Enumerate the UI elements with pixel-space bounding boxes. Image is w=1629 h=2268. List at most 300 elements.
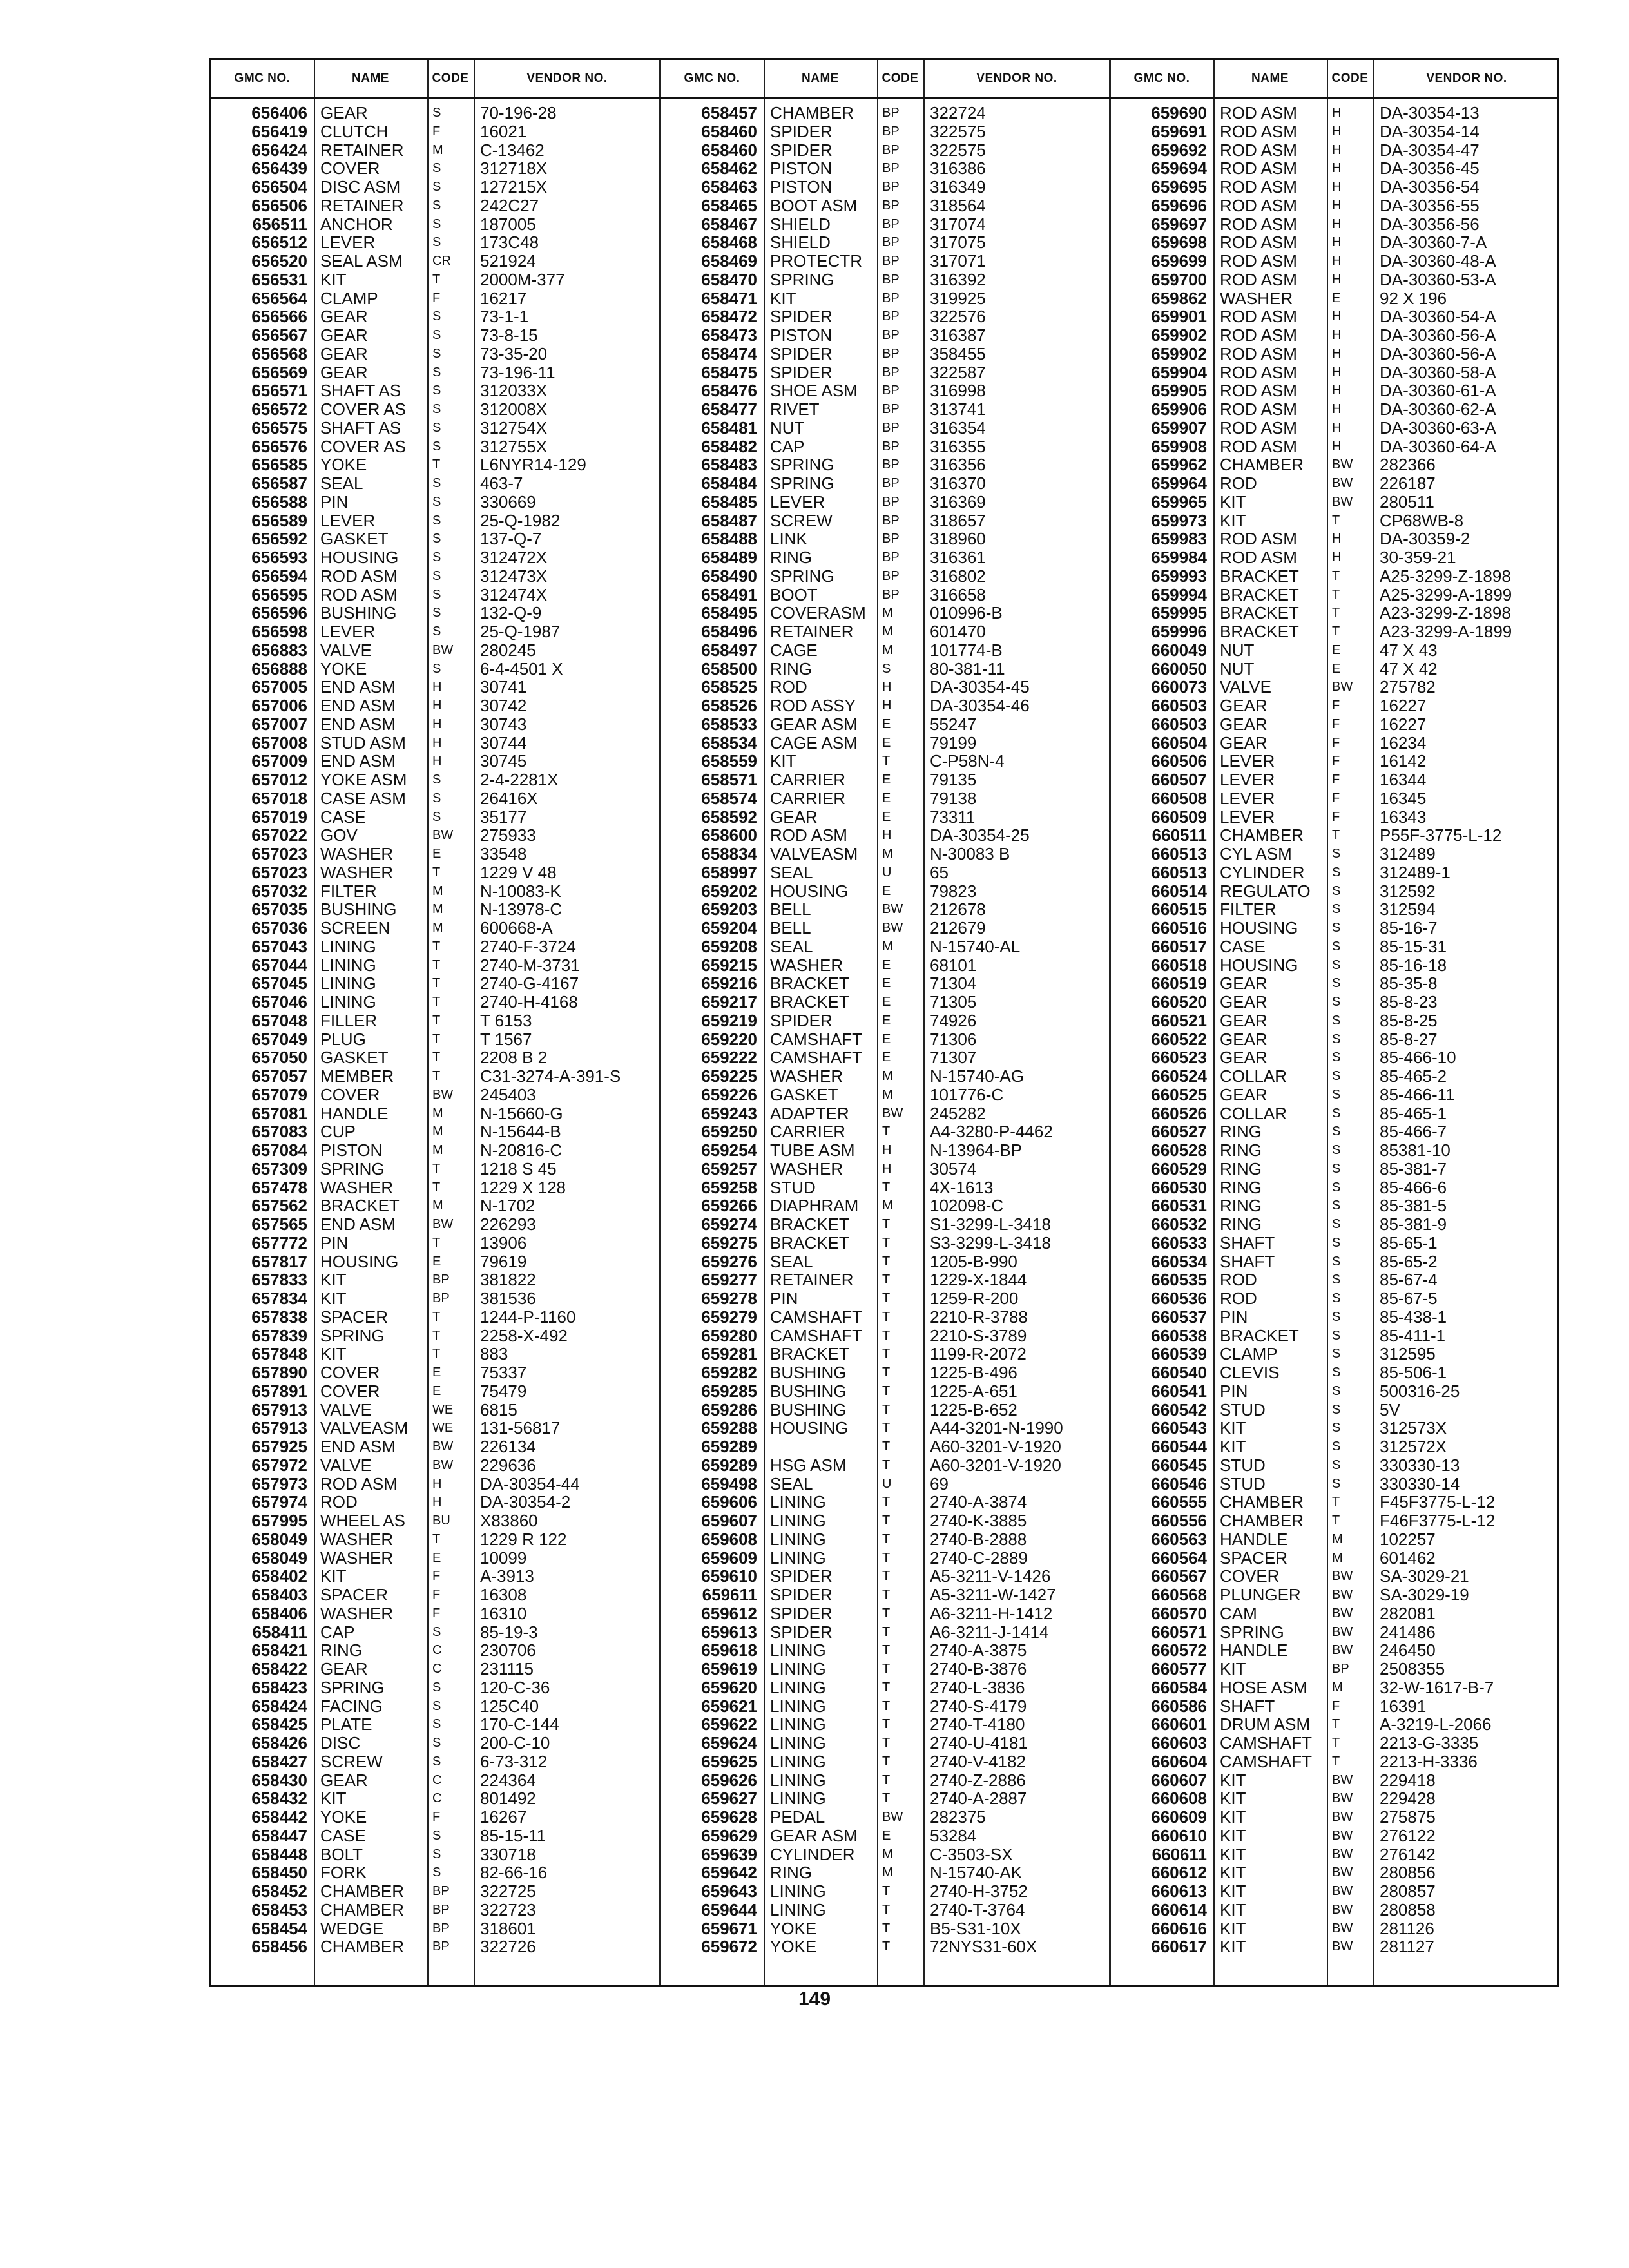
cell-name: COVER [320, 1084, 380, 1104]
cell-code: BP [882, 346, 900, 361]
cell-code: S [1332, 1309, 1341, 1324]
cell-name: GEAR [1220, 1010, 1268, 1030]
cell-gmc: 659671 [701, 1918, 757, 1938]
cell-gmc: 658430 [251, 1770, 307, 1790]
cell-code: S [432, 1624, 441, 1639]
cell-vendor: 6815 [480, 1399, 517, 1419]
cell-name: CUP [320, 1122, 356, 1142]
cell-gmc: 656419 [251, 121, 307, 141]
table-row [660, 974, 1110, 993]
cell-gmc: 660614 [1151, 1899, 1207, 1919]
cell-vendor: 101776-C [930, 1084, 1004, 1104]
cell-gmc: 659288 [701, 1418, 757, 1438]
table-row [660, 1363, 1110, 1382]
cell-gmc: 658425 [251, 1715, 307, 1735]
cell-code: S [432, 1680, 441, 1695]
cell-name: CHAMBER [1220, 455, 1304, 475]
cell-gmc: 659905 [1151, 381, 1207, 401]
cell-name: ROD ASM [1220, 343, 1297, 363]
cell-code: H [1332, 180, 1342, 194]
cell-code: F [1332, 735, 1340, 750]
table-row [660, 1530, 1110, 1549]
cell-code: BW [882, 1106, 903, 1120]
cell-vendor: 224364 [480, 1770, 536, 1790]
cell-gmc: 659904 [1151, 362, 1207, 382]
table-row [211, 1919, 660, 1938]
cell-code: H [1332, 124, 1342, 139]
cell-vendor: 16142 [1380, 751, 1427, 771]
cell-gmc: 657973 [251, 1474, 307, 1494]
cell-vendor: 32-W-1617-B-7 [1380, 1677, 1494, 1697]
cell-name: SHAFT AS [320, 418, 401, 437]
table-row [211, 1715, 660, 1734]
table-row [660, 215, 1110, 234]
cell-vendor: 230706 [480, 1640, 536, 1660]
cell-vendor: 322724 [930, 103, 986, 122]
cell-vendor: 2740-S-4179 [930, 1696, 1027, 1716]
cell-code: C [432, 1773, 442, 1787]
cell-code: E [432, 1365, 441, 1379]
cell-gmc: 660617 [1151, 1937, 1207, 1957]
cell-vendor: 79619 [480, 1251, 527, 1271]
cell-name: SEAL [770, 1474, 813, 1494]
cell-name: WASHER [770, 1158, 843, 1178]
cell-gmc: 658450 [251, 1863, 307, 1883]
cell-name: GEAR [320, 343, 368, 363]
cell-gmc: 659258 [701, 1177, 757, 1197]
cell-code: E [882, 1013, 891, 1028]
table-row [1110, 678, 1559, 697]
cell-name: BELL [770, 899, 811, 919]
cell-code: H [1332, 439, 1342, 454]
cell-gmc: 657839 [251, 1325, 307, 1345]
table-row [1110, 1715, 1559, 1734]
cell-gmc: 657046 [251, 992, 307, 1012]
cell-vendor: 2740-H-3752 [930, 1881, 1028, 1901]
cell-name: RING [1220, 1196, 1262, 1216]
header-gmc: GMC NO. [234, 72, 291, 85]
table-row [660, 1086, 1110, 1104]
table-row [660, 1660, 1110, 1678]
table-row [1110, 1863, 1559, 1882]
cell-gmc: 658477 [701, 399, 757, 419]
cell-gmc: 658487 [701, 510, 757, 530]
cell-gmc: 658049 [251, 1529, 307, 1549]
cell-name: KIT [320, 1270, 347, 1290]
cell-name: ROD ASM [1220, 121, 1297, 141]
cell-code: CR [432, 254, 451, 268]
cell-vendor: 79823 [930, 881, 977, 901]
table-row [1110, 752, 1559, 771]
table-row [211, 1178, 660, 1197]
cell-name: LINING [770, 1659, 826, 1678]
table-row [211, 1641, 660, 1660]
cell-gmc: 658457 [701, 103, 757, 122]
cell-code: BP [432, 1291, 450, 1305]
cell-vendor: 16227 [1380, 696, 1427, 715]
cell-vendor: 33548 [480, 844, 527, 863]
cell-code: T [432, 976, 441, 991]
cell-code: BW [1332, 1939, 1353, 1954]
table-row [660, 419, 1110, 437]
cell-vendor: 280858 [1380, 1899, 1436, 1919]
table-row [660, 622, 1110, 641]
table-row [660, 1271, 1110, 1289]
cell-code: H [1332, 346, 1342, 361]
table-row [660, 1863, 1110, 1882]
cell-gmc: 657049 [251, 1029, 307, 1049]
cell-vendor: DA-30360-7-A [1380, 233, 1487, 253]
cell-vendor: 312489-1 [1380, 862, 1451, 882]
table-row [211, 586, 660, 604]
cell-gmc: 660520 [1151, 992, 1207, 1012]
cell-code: T [432, 1328, 441, 1343]
cell-code: BP [882, 124, 900, 139]
cell-gmc: 659281 [701, 1344, 757, 1364]
cell-name: GEAR [320, 1770, 368, 1790]
cell-gmc: 660570 [1151, 1603, 1207, 1623]
table-row [1110, 863, 1559, 882]
cell-code: T [882, 1588, 891, 1602]
cell-name: PROTECTR [770, 251, 862, 271]
table-row [211, 1141, 660, 1160]
cell-vendor: 2740-G-4167 [480, 974, 579, 994]
cell-code: S [882, 661, 891, 676]
cell-code: T [432, 1069, 441, 1083]
cell-vendor: 241486 [1380, 1622, 1436, 1642]
cell-name: ANCHOR [320, 214, 393, 234]
cell-gmc: 657913 [251, 1418, 307, 1438]
cell-gmc: 659274 [701, 1215, 757, 1234]
cell-vendor: N-20816-C [480, 1140, 563, 1160]
cell-name: KIT [1220, 1418, 1246, 1438]
cell-vendor: 137-Q-7 [480, 529, 542, 549]
cell-code: S [1332, 957, 1341, 972]
cell-gmc: 659498 [701, 1474, 757, 1494]
cell-vendor: 246450 [1380, 1640, 1436, 1660]
cell-name: SPIDER [770, 1585, 833, 1604]
table-row [211, 1475, 660, 1494]
cell-gmc: 657925 [251, 1437, 307, 1456]
cell-name: BUSHING [320, 603, 397, 623]
cell-name: SPRING [320, 1158, 385, 1178]
cell-name: HOUSING [1220, 955, 1298, 975]
cell-gmc: 660530 [1151, 1177, 1207, 1197]
cell-gmc: 659672 [701, 1937, 757, 1957]
table-row [660, 567, 1110, 586]
cell-vendor: 601462 [1380, 1548, 1436, 1568]
cell-code: E [1332, 642, 1341, 657]
cell-vendor: 2208 B 2 [480, 1048, 548, 1068]
cell-code: H [1332, 550, 1342, 564]
cell-code: E [882, 773, 891, 787]
cell-name: COVER [320, 1363, 380, 1382]
cell-gmc: 659620 [701, 1677, 757, 1697]
cell-gmc: 659216 [701, 974, 757, 994]
cell-code: M [432, 1143, 443, 1157]
cell-gmc: 660521 [1151, 1010, 1207, 1030]
table-row [211, 122, 660, 141]
table-row [211, 660, 660, 678]
cell-code: WE [432, 1421, 454, 1436]
cell-vendor: 2740-L-3836 [930, 1677, 1025, 1697]
cell-code: T [882, 1365, 891, 1379]
table-row [660, 1401, 1110, 1419]
table-row [211, 1308, 660, 1327]
cell-vendor: 312755X [480, 436, 548, 456]
cell-gmc: 659220 [701, 1029, 757, 1049]
table-row [211, 1030, 660, 1049]
cell-code: T [882, 1124, 891, 1139]
cell-vendor: 322587 [930, 362, 986, 382]
cell-vendor: 312594 [1380, 899, 1436, 919]
cell-name: LEVER [1220, 807, 1275, 827]
cell-code: S [432, 568, 441, 583]
cell-gmc: 660555 [1151, 1492, 1207, 1512]
table-panel-2 [660, 60, 1110, 1985]
table-row [660, 1845, 1110, 1864]
table-row [211, 1196, 660, 1215]
cell-vendor: 73-8-15 [480, 325, 538, 345]
cell-code: T [882, 1569, 891, 1584]
cell-name: BRACKET [1220, 1325, 1299, 1345]
cell-name: SPIDER [770, 362, 833, 382]
cell-gmc: 657005 [251, 677, 307, 697]
cell-name: HANDLE [320, 1103, 389, 1123]
cell-name: HSG ASM [770, 1455, 847, 1475]
cell-vendor: 2740-Z-2886 [930, 1770, 1026, 1790]
cell-name: GEAR [1220, 696, 1268, 715]
table-row [1110, 400, 1559, 419]
cell-vendor: 245403 [480, 1084, 536, 1104]
table-row [1110, 1678, 1559, 1697]
cell-gmc: 659202 [701, 881, 757, 901]
cell-vendor: 101774-B [930, 640, 1003, 660]
table-row [211, 252, 660, 271]
table-row [1110, 252, 1559, 271]
cell-code: C [432, 1662, 442, 1676]
cell-name: GEAR [1220, 1048, 1268, 1068]
cell-gmc: 656504 [251, 177, 307, 197]
cell-gmc: 656569 [251, 362, 307, 382]
cell-gmc: 659279 [701, 1307, 757, 1327]
table-row [1110, 1919, 1559, 1938]
cell-vendor: 16308 [480, 1585, 527, 1604]
cell-gmc: 658571 [701, 770, 757, 789]
cell-vendor: 75337 [480, 1363, 527, 1382]
cell-code: S [1332, 1032, 1341, 1046]
cell-gmc: 658534 [701, 733, 757, 753]
cell-code: S [432, 532, 441, 546]
table-row [1110, 178, 1559, 197]
table-row [1110, 104, 1559, 122]
cell-name: KIT [1220, 1844, 1246, 1864]
cell-name: LINING [320, 955, 376, 975]
cell-vendor: 312595 [1380, 1344, 1436, 1364]
cell-name: CLAMP [320, 288, 378, 308]
cell-vendor: N-13978-C [480, 899, 563, 919]
cell-name: LINK [770, 529, 807, 549]
cell-gmc: 660516 [1151, 918, 1207, 937]
cell-code: T [882, 1939, 891, 1954]
cell-gmc: 660535 [1151, 1270, 1207, 1290]
cell-gmc: 660524 [1151, 1066, 1207, 1086]
cell-code: M [1332, 1532, 1343, 1546]
cell-vendor: 312489 [1380, 844, 1436, 863]
cell-vendor: 229428 [1380, 1789, 1436, 1809]
cell-name: ROD ASM [1220, 362, 1297, 382]
cell-code: S [432, 365, 441, 380]
table-row [211, 1456, 660, 1475]
cell-name: LINING [770, 1492, 826, 1512]
table-row [660, 252, 1110, 271]
cell-code: S [1332, 1106, 1341, 1120]
cell-code: E [882, 1032, 891, 1046]
cell-code: T [882, 1439, 891, 1454]
cell-code: BW [882, 921, 903, 935]
cell-gmc: 660525 [1151, 1084, 1207, 1104]
cell-gmc: 657848 [251, 1344, 307, 1364]
cell-name: KIT [1220, 1659, 1246, 1678]
cell-vendor: 120-C-36 [480, 1677, 550, 1697]
table-row [1110, 1771, 1559, 1790]
cell-name: WHEEL AS [320, 1511, 405, 1530]
cell-name: GASKET [770, 1084, 838, 1104]
cell-name: CLUTCH [320, 121, 389, 141]
cell-vendor: DA-30360-53-A [1380, 269, 1496, 289]
cell-gmc: 660503 [1151, 696, 1207, 715]
cell-code: H [1332, 142, 1342, 157]
cell-code: S [1332, 883, 1341, 898]
table-row [660, 289, 1110, 308]
cell-code: T [882, 1550, 891, 1565]
cell-name: LINING [770, 1770, 826, 1790]
table-row [211, 900, 660, 919]
table-row [660, 863, 1110, 882]
cell-name: RING [770, 548, 812, 567]
table-row [660, 771, 1110, 789]
cell-name: STUD [770, 1177, 816, 1197]
cell-name: PIN [770, 1289, 798, 1308]
table-row [1110, 1586, 1559, 1604]
cell-name: ROD ASM [1220, 195, 1297, 215]
cell-name: LEVER [1220, 788, 1275, 808]
header-code: CODE [882, 72, 919, 85]
cell-vendor: DA-30354-44 [480, 1474, 580, 1494]
cell-code: T [1332, 587, 1340, 602]
cell-code: BW [1332, 1828, 1353, 1843]
cell-name: FILTER [320, 881, 377, 901]
cell-code: S [1332, 1402, 1341, 1417]
cell-name: YOKE [320, 455, 367, 475]
cell-gmc: 659993 [1151, 566, 1207, 586]
table-row [211, 974, 660, 993]
cell-vendor: C-P58N-4 [930, 751, 1005, 771]
cell-name: LINING [770, 1733, 826, 1753]
cell-gmc: 660544 [1151, 1437, 1207, 1456]
cell-gmc: 658475 [701, 362, 757, 382]
cell-gmc: 656564 [251, 288, 307, 308]
cell-gmc: 660528 [1151, 1140, 1207, 1160]
cell-name: ROD ASM [320, 566, 398, 586]
cell-gmc: 659621 [701, 1696, 757, 1716]
cell-vendor: 85-466-10 [1380, 1048, 1456, 1068]
cell-code: BP [882, 457, 900, 472]
cell-code: BP [432, 1921, 450, 1936]
cell-gmc: 658471 [701, 288, 757, 308]
cell-gmc: 659225 [701, 1066, 757, 1086]
cell-gmc: 657057 [251, 1066, 307, 1086]
header-vendor: VENDOR NO. [526, 72, 608, 85]
cell-code: BP [1332, 1662, 1349, 1676]
cell-name: ROD ASM [1220, 140, 1297, 160]
cell-gmc: 657309 [251, 1158, 307, 1178]
cell-name: SPRING [1220, 1622, 1284, 1642]
cell-vendor: DA-30360-64-A [1380, 436, 1496, 456]
cell-code: BP [882, 365, 900, 380]
cell-name: BUSHING [770, 1381, 847, 1401]
table-row [211, 1253, 660, 1271]
cell-gmc: 656593 [251, 548, 307, 567]
cell-name: COVER AS [320, 399, 406, 419]
cell-vendor: 275782 [1380, 677, 1436, 697]
cell-name: CHAMBER [320, 1881, 405, 1901]
cell-name: GOV [320, 825, 358, 845]
cell-gmc: 659696 [1151, 195, 1207, 215]
table-row [1110, 271, 1559, 289]
table-row [660, 197, 1110, 215]
cell-vendor: 1259-R-200 [930, 1289, 1019, 1308]
cell-name: RING [1220, 1158, 1262, 1178]
cell-vendor: A4-3280-P-4462 [930, 1122, 1053, 1142]
cell-vendor: 521924 [480, 251, 536, 271]
cell-name: SHAFT [1220, 1233, 1275, 1253]
cell-gmc: 659250 [701, 1122, 757, 1142]
cell-code: BP [882, 216, 900, 231]
cell-code: BP [882, 291, 900, 305]
cell-gmc: 656598 [251, 622, 307, 641]
cell-gmc: 656592 [251, 529, 307, 549]
cell-gmc: 659626 [701, 1770, 757, 1790]
table-row [211, 1623, 660, 1642]
cell-code: BP [882, 476, 900, 490]
cell-name: CAGE [770, 640, 818, 660]
table-row [1110, 919, 1559, 937]
cell-code: BP [882, 420, 900, 435]
cell-name: END ASM [320, 751, 396, 771]
cell-vendor: 26416X [480, 788, 538, 808]
cell-code: M [1332, 1680, 1343, 1695]
cell-vendor: 1199-R-2072 [930, 1344, 1027, 1364]
cell-vendor: DA-30360-63-A [1380, 418, 1496, 437]
table-row [211, 363, 660, 382]
table-row [211, 1734, 660, 1753]
cell-code: M [432, 1198, 443, 1213]
cell-gmc: 659289 [701, 1437, 757, 1456]
cell-code: T [882, 1180, 891, 1195]
table-row [211, 771, 660, 789]
cell-name: CASE [320, 1825, 366, 1845]
cell-vendor: N-10083-K [480, 881, 561, 901]
table-row [211, 1234, 660, 1253]
cell-code: BP [882, 180, 900, 194]
cell-name: HANDLE [1220, 1640, 1288, 1660]
table-row [1110, 1937, 1559, 1956]
cell-vendor: 132-Q-9 [480, 603, 542, 623]
table-row [660, 1160, 1110, 1178]
cell-gmc: 657032 [251, 881, 307, 901]
cell-gmc: 660577 [1151, 1659, 1207, 1678]
